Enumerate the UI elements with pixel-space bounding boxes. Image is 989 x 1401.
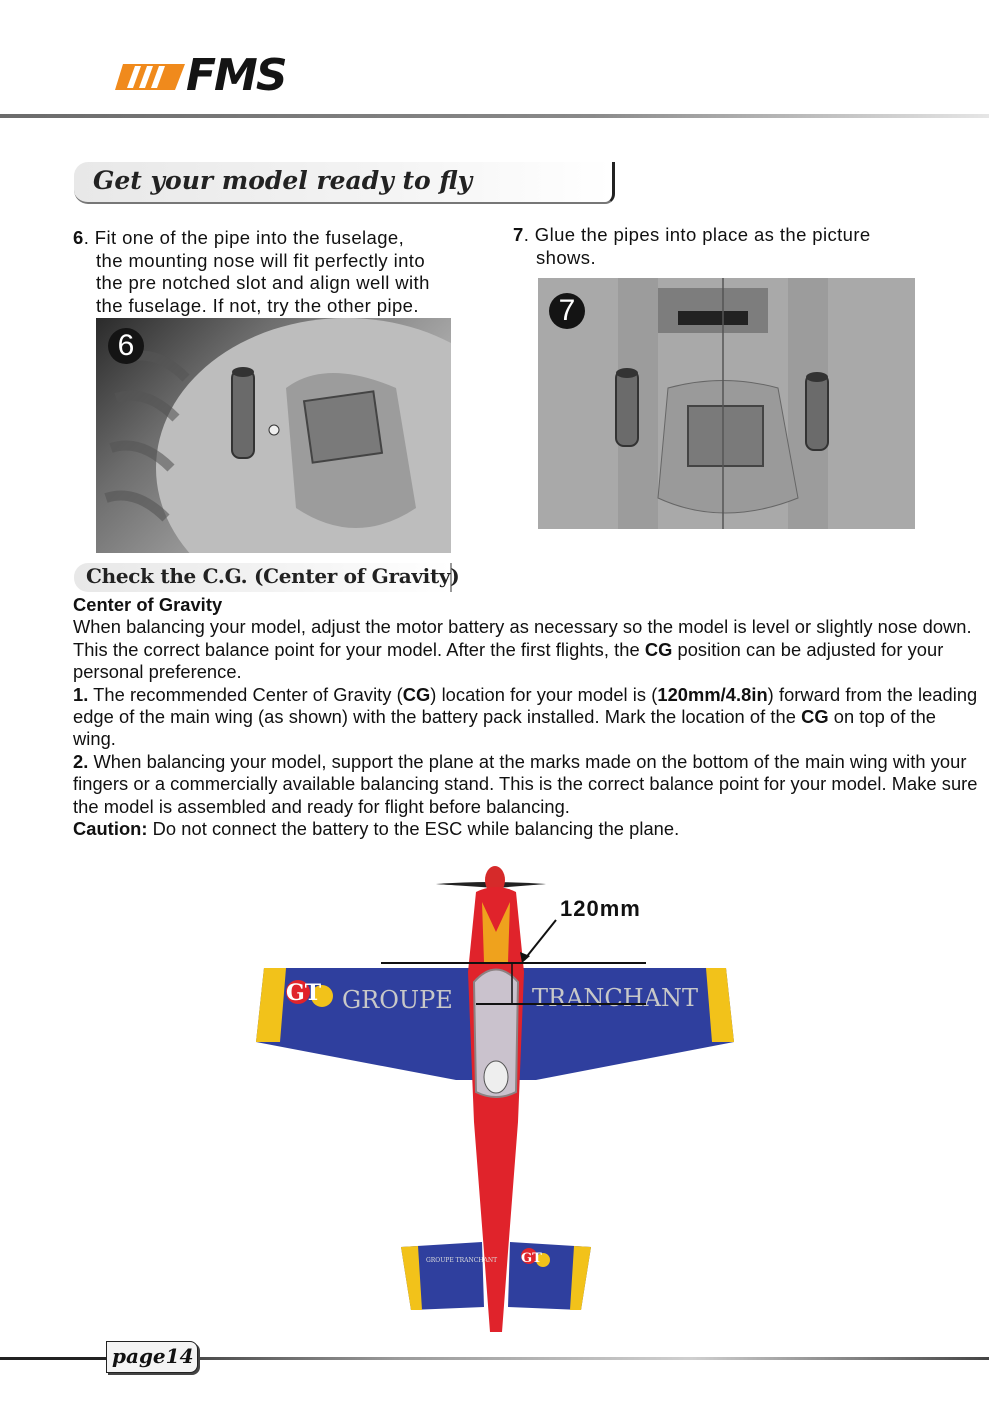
cg-caution-text: Do not connect the battery to the ESC while balancing the plane. [147,818,680,840]
step-6-photo [96,318,451,553]
cg-paragraph-step-1 [73,684,978,751]
cg-step-1-cg-2: CG [801,706,829,728]
section-title-cg: Check the C.G. (Center of Gravity) [86,564,460,588]
step-6-badge: 6 [108,328,144,364]
cg-step-1-cg: CG [402,683,431,705]
step-6-line-1: . Fit one of the pipe into the fuselage, [83,227,405,248]
stab-logo-text: GT [521,1251,542,1266]
cg-paragraph-intro [73,616,978,683]
step-6-line-4: the fuselage. If not, try the other pipe. [96,294,419,316]
airplane-top-view [246,862,746,1342]
step-7-line-2: shows. [536,246,596,268]
cg-intro-text-b: position can be adjusted for your personal preference. [73,638,944,683]
cg-heading: Center of Gravity [73,594,223,615]
measure-label-120mm: 120mm [560,896,641,921]
cg-paragraph-step-2 [73,751,978,818]
step-6-line-3: the pre notched slot and align well with [96,272,430,293]
wing-left-text: GROUPE [342,986,453,1014]
step-7-photo-drawing [538,278,915,529]
cg-step-1-text-a: The recommended Center of Gravity ( [88,683,403,705]
cg-step-2-number: 2. [73,750,89,772]
cg-step-1-text-b: ) location for your model is ( [430,683,658,705]
cg-caution [73,818,978,840]
stab-left-text: GROUPE TRANCHANT [426,1257,498,1264]
cg-step-1-number: 1. [73,683,89,705]
measure-pointer-line [524,920,556,960]
cg-step-2-text: When balancing your model, support the plane at the marks made on the bottom of the main wing with your fingers or a commercially available balancing stand. This is the correct balance point for your model. Make sure the model is assembled and ready for flight before balancing. [73,750,978,817]
wing-right-text: TRANCHANT [532,984,699,1012]
cg-step-1-measure: 120mm/4.8in [657,683,768,705]
section-title-ready-to-fly: Get your model ready to fly [93,166,473,195]
cg-instructions [73,594,978,840]
step-7-photo [538,278,915,529]
cg-intro-cg: CG [644,638,673,660]
cg-step-1-text-c: ) forward from the leading edge of the main wing (as shown) with the battery pack installed. Mark the location of the [73,683,978,728]
header-rule [0,114,989,118]
step-7-badge: 7 [549,293,585,329]
step-6-number: 6 [73,227,84,248]
cg-intro-text-a: When balancing your model, adjust the motor battery as necessary so the model is level or slightly nose down. This the correct balance point for your model. After the first flights, the [73,616,972,660]
step-6-text [73,227,493,317]
step-6-line-2: the mounting nose will fit perfectly into [96,249,426,271]
step-6-photo-drawing [96,318,451,553]
wing-logo-text: GT [286,980,322,1006]
cg-step-1-text-d: on top of the wing. [73,706,937,750]
page-number: page14 [112,1344,194,1368]
cg-caution-label: Caution: [73,818,148,840]
step-7-text [513,224,953,269]
fms-logo-text: FMS [186,50,286,101]
step-7-number: 7 [513,224,524,245]
step-7-line-1: . Glue the pipes into place as the picture [523,224,871,245]
